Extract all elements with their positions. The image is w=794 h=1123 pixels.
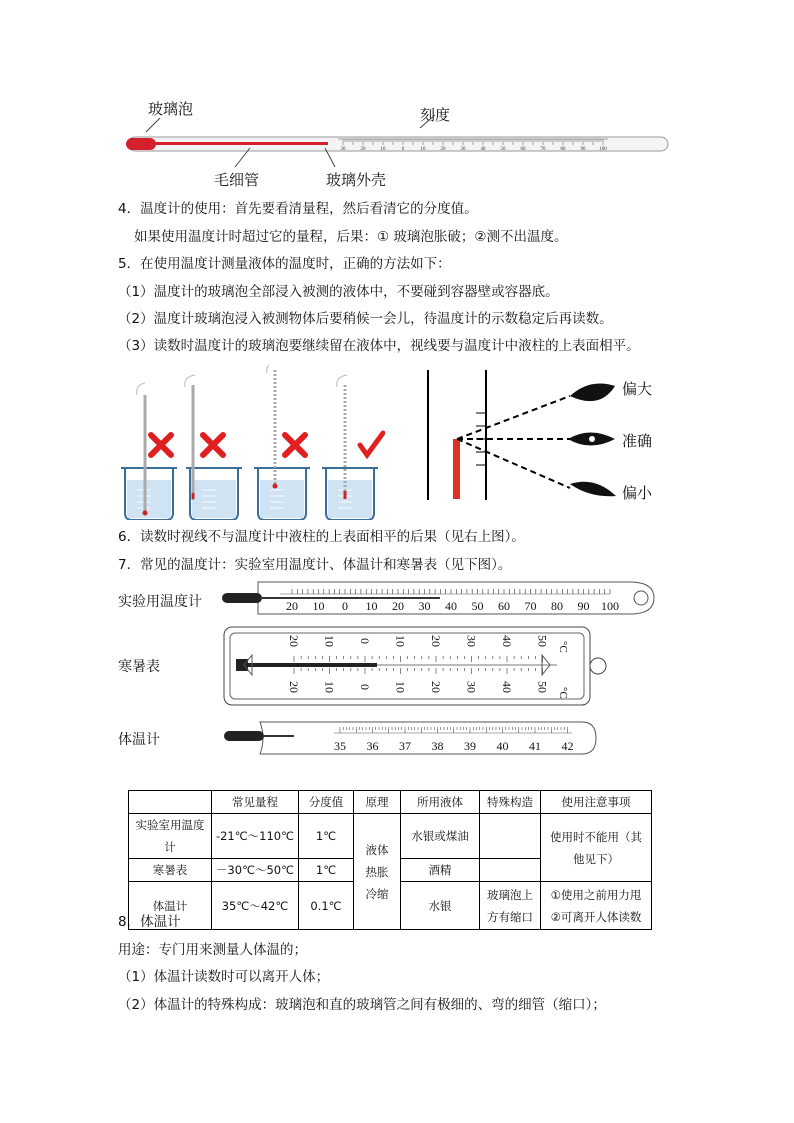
tick-label-bottom: 20 xyxy=(287,681,301,693)
wrong-mark-3 xyxy=(285,435,305,455)
wrong-mark-2 xyxy=(203,435,223,455)
tick-label-bottom: 10 xyxy=(322,681,337,693)
tick-label: 80 xyxy=(560,147,566,152)
text-line-4b: 如果使用温度计时超过它的量程，后果：① 玻璃泡胀破；②测不出温度。 xyxy=(134,229,568,245)
principle-line: 热胀 xyxy=(365,864,389,879)
cell-name: 寒暑表 xyxy=(129,859,212,882)
header-cell: 常见量程 xyxy=(212,791,299,814)
table-row xyxy=(129,814,652,859)
tick-label-top: 50 xyxy=(535,635,550,647)
scale-label: 刻度 xyxy=(420,106,451,124)
capillary-label: 毛细管 xyxy=(214,171,260,189)
tick-label: 20 xyxy=(440,147,446,152)
hanshu-thermometer xyxy=(222,625,608,707)
text-line-8b: （1）体温计读数时可以离开人体； xyxy=(118,969,330,985)
tick-label: 39 xyxy=(464,739,476,753)
tick-label-top: 20 xyxy=(287,635,301,647)
lab-thermometer-label: 实验用温度计 xyxy=(118,594,202,610)
cell-special xyxy=(480,814,541,859)
text-line-4: 4．温度计的使用：首先要看清量程，然后看清它的分度值。 xyxy=(118,201,478,217)
tiwen-label: 体温计 xyxy=(118,732,160,748)
tick-label: 10 xyxy=(420,147,426,152)
tick-label-bottom: 20 xyxy=(429,681,443,693)
tick-label: 40 xyxy=(496,739,509,753)
eye-icon-correct xyxy=(568,433,615,446)
top-leader-lines xyxy=(140,110,440,175)
cell-special xyxy=(480,882,541,930)
tick-label: 10 xyxy=(365,599,378,613)
tick-label: 90 xyxy=(580,147,586,152)
tick-label: 30 xyxy=(340,147,346,152)
tick-label-bottom: 50 xyxy=(535,681,550,693)
tick-label: 70 xyxy=(540,147,546,152)
text-line-8: 8．体温计 xyxy=(118,914,181,930)
tick-label: 60 xyxy=(498,599,510,613)
note-line: 使用时不能用（其 xyxy=(550,829,642,844)
tick-label: 100 xyxy=(601,599,619,613)
cell-special xyxy=(480,859,541,882)
cell-name: 实验室用温度计 xyxy=(129,814,212,859)
text-line-5b: （2）温度计玻璃泡浸入被测物体后要稍候一会儿，待温度计的示数稳定后再读数。 xyxy=(118,311,613,327)
tick-label-top: 0 xyxy=(358,638,372,644)
cell-liquid: 水银 xyxy=(401,882,480,930)
thermometer-comparison-table xyxy=(128,790,652,930)
tick-label: 60 xyxy=(520,147,526,152)
tick-label: 40 xyxy=(480,147,486,152)
unit-label-bottom: °C xyxy=(557,687,569,699)
note-line: ②可离开人体读数 xyxy=(550,909,642,924)
header-cell: 特殊构造 xyxy=(480,791,541,814)
text-line-6: 6．读数时视线不与温度计中液柱的上表面相平的后果（见右上图）。 xyxy=(118,529,525,545)
tick-label: 42 xyxy=(561,739,574,753)
text-line-5c: （3）读数时温度计的玻璃泡要继续留在液体中，视线要与温度计中液柱的上表面相平。 xyxy=(118,338,640,354)
text-line-5a: （1）温度计的玻璃泡全部浸入被测的液体中，不要碰到容器壁或容器底。 xyxy=(118,284,559,300)
tick-label: 70 xyxy=(524,599,537,613)
tick-label: 80 xyxy=(551,599,563,613)
eye-icon-low xyxy=(570,482,616,497)
header-cell: 所用液体 xyxy=(401,791,480,814)
tick-label-bottom: 40 xyxy=(500,681,514,693)
principle-line: 冷缩 xyxy=(365,886,389,901)
note-line: ①使用之前用力甩 xyxy=(550,887,642,902)
special-line: 玻璃泡上 xyxy=(487,887,533,902)
tick-label-bottom: 30 xyxy=(464,681,479,693)
tick-label-top: 30 xyxy=(464,635,479,647)
tick-label: 35 xyxy=(334,739,346,753)
beaker-figures xyxy=(115,365,385,520)
cell-range: -21℃～110℃ xyxy=(212,814,299,859)
note-line: 他见下） xyxy=(573,851,619,866)
label-low: 偏小 xyxy=(622,484,653,502)
tick-label: 41 xyxy=(529,739,541,753)
cell-division: 1℃ xyxy=(299,814,354,859)
cell-note xyxy=(541,814,652,882)
tick-label: 30 xyxy=(460,147,466,152)
cell-liquid: 水银或煤油 xyxy=(401,814,480,859)
cell-range: 35℃～42℃ xyxy=(212,882,299,930)
tick-label-top: 10 xyxy=(393,635,408,647)
tick-label-top: 10 xyxy=(322,635,337,647)
check-mark xyxy=(360,433,383,455)
tick-label: 37 xyxy=(399,739,411,753)
bulb-label: 玻璃泡 xyxy=(148,100,194,118)
cell-name: 体温计 xyxy=(129,882,212,930)
tick-label: 20 xyxy=(360,147,366,152)
header-cell: 分度值 xyxy=(299,791,354,814)
header-cell: 原理 xyxy=(354,791,401,814)
tick-label: 38 xyxy=(431,739,444,753)
tick-label: 0 xyxy=(401,147,405,152)
tick-label-top: 20 xyxy=(429,635,443,647)
lab-thermometer xyxy=(220,580,660,616)
tick-label: 0 xyxy=(342,599,348,613)
tick-label: 20 xyxy=(286,599,298,613)
unit-label-top: °C xyxy=(557,641,569,653)
header-cell xyxy=(129,791,212,814)
cell-division: 0.1℃ xyxy=(299,882,354,930)
text-line-8c: （2）体温计的特殊构成：玻璃泡和直的玻璃管之间有极细的、弯的细管（缩口）； xyxy=(118,997,606,1013)
tick-label: 36 xyxy=(366,739,379,753)
cell-liquid: 酒精 xyxy=(401,859,480,882)
tick-label: 20 xyxy=(392,599,404,613)
tick-label: 30 xyxy=(418,599,431,613)
text-line-7: 7．常见的温度计：实验室用温度计、体温计和寒暑表（见下图）。 xyxy=(118,557,512,573)
shell-label: 玻璃外壳 xyxy=(326,171,387,189)
tick-label-top: 40 xyxy=(500,635,514,647)
tick-label-bottom: 10 xyxy=(393,681,408,693)
cell-division: 1℃ xyxy=(299,859,354,882)
tick-label: 100 xyxy=(599,147,607,152)
text-line-5: 5．在使用温度计测量液体的温度时，正确的方法如下： xyxy=(118,256,451,272)
header-cell: 使用注意事项 xyxy=(541,791,652,814)
label-high: 偏大 xyxy=(622,380,653,398)
tick-label: 10 xyxy=(380,147,386,152)
label-correct: 准确 xyxy=(622,432,653,450)
hanshu-label: 寒暑表 xyxy=(118,659,160,675)
cell-range: －30℃～50℃ xyxy=(212,859,299,882)
eye-icon-high xyxy=(570,384,615,402)
tick-label: 50 xyxy=(500,147,506,152)
tick-label: 10 xyxy=(312,599,325,613)
principle-line: 液体 xyxy=(365,842,389,857)
cell-principle xyxy=(354,814,401,930)
special-line: 方有缩口 xyxy=(487,909,533,924)
wrong-mark-1 xyxy=(151,435,171,455)
text-line-8a: 用途：专门用来测量人体温的； xyxy=(118,942,307,958)
tick-label-bottom: 0 xyxy=(358,684,372,690)
tick-label: 50 xyxy=(471,599,484,613)
table-header-row xyxy=(129,791,652,814)
cell-note xyxy=(541,882,652,930)
tiwen-thermometer xyxy=(222,718,600,758)
tick-label: 90 xyxy=(577,599,590,613)
tick-label: 40 xyxy=(445,599,457,613)
